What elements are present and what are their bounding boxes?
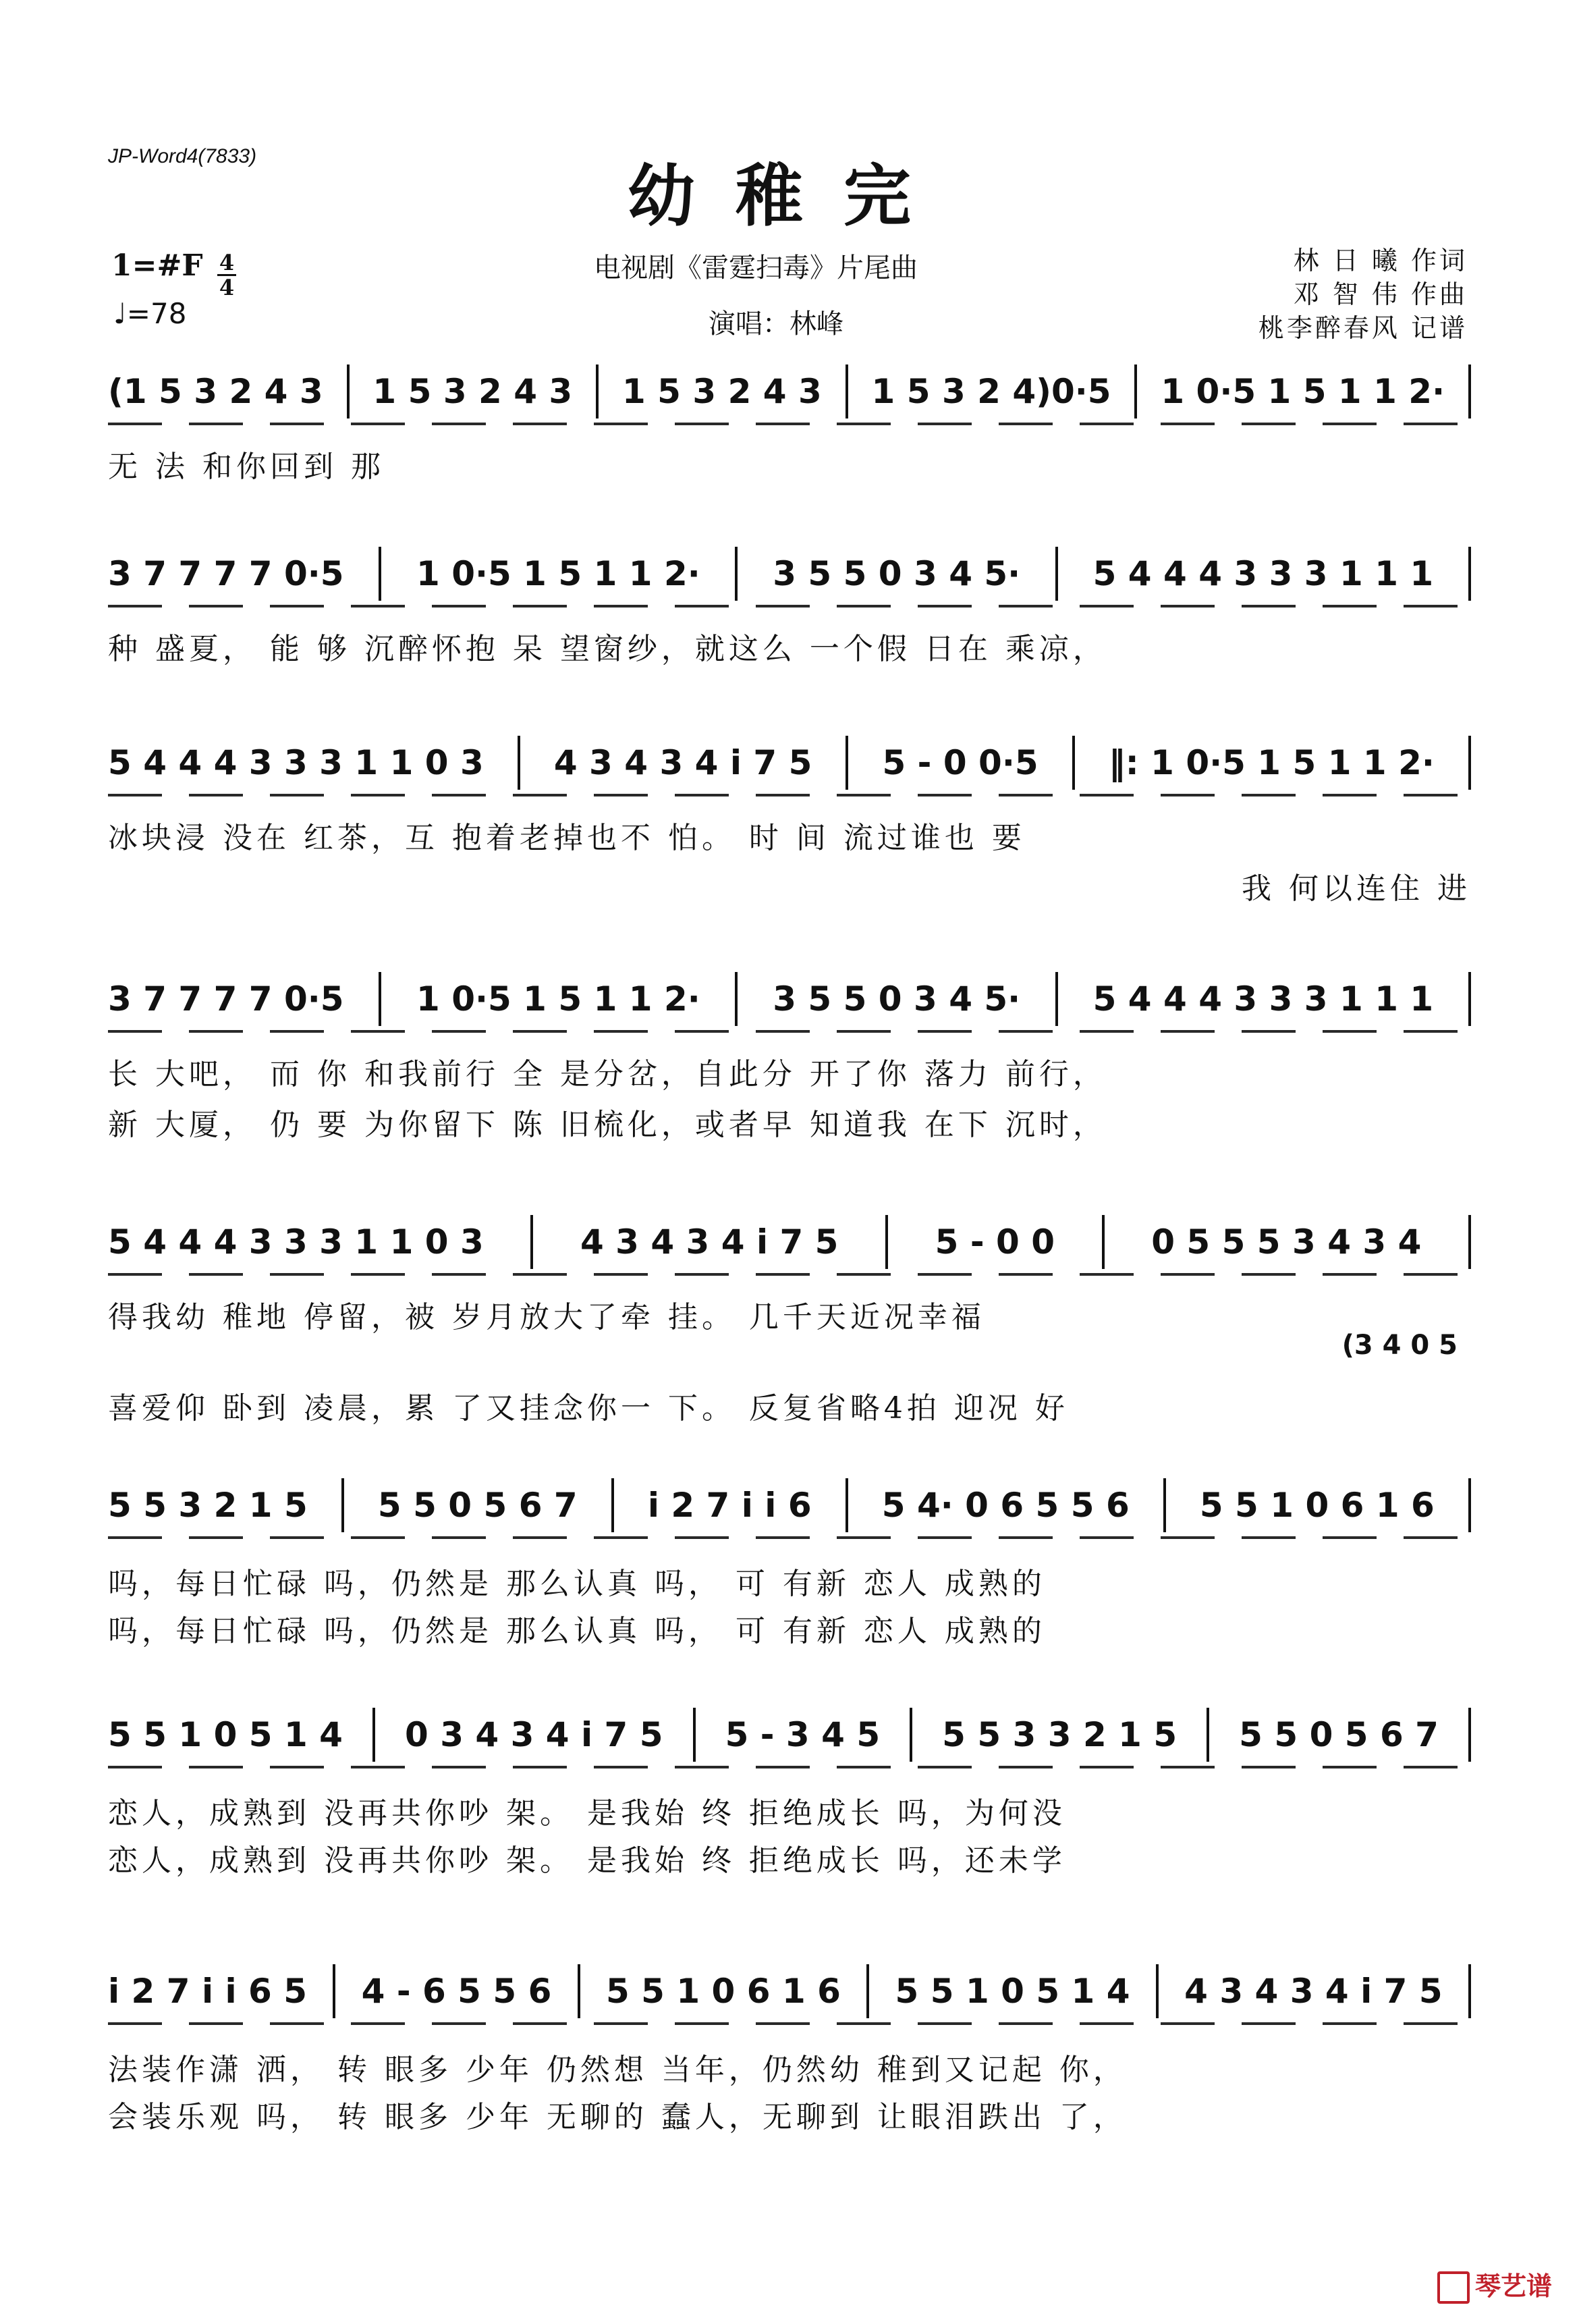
measure: 3 7 7 7 7 0·5 — [108, 554, 344, 593]
watermark-logo-icon — [1437, 2271, 1470, 2304]
lyric-line: 我 何以连住 进 — [1242, 871, 1471, 906]
barline — [1468, 736, 1471, 790]
watermark — [1437, 2265, 1552, 2304]
measure: 0 5 5 5 3 4 3 4 — [1151, 1222, 1422, 1262]
measure: 5 5 3 2 1 5 — [108, 1486, 308, 1525]
barline — [372, 1708, 375, 1762]
note-row — [108, 1964, 1471, 2018]
time-signature — [217, 251, 236, 299]
measure: 5 5 1 0 5 1 4 — [108, 1715, 343, 1754]
measure: 5 - 0 0 — [935, 1222, 1055, 1262]
key-signature: 1=#F — [111, 248, 203, 283]
measure: 1 5 3 2 4 3 — [621, 372, 822, 411]
barline — [846, 364, 848, 418]
lyric-line: 恋人，成熟到 没再共你吵 架。 是我始 终 拒绝成长 吗，还未学 — [108, 1843, 1066, 1878]
note-row — [108, 1215, 1471, 1269]
rhythm-underline — [108, 1766, 1471, 1768]
lyric-line: 吗，每日忙碌 吗，仍然是 那么认真 吗， 可 有新 恋人 成熟的 — [108, 1567, 1046, 1601]
barline — [1163, 1478, 1166, 1532]
software-label: JP-Word4(7833) — [108, 145, 257, 167]
note-row — [108, 547, 1471, 601]
lyric-line: 新 大厦， 仍 要 为你留下 陈 旧梳化，或者早 知道我 在下 沉时， — [108, 1108, 1107, 1142]
barline — [1468, 1708, 1471, 1762]
rhythm-underline — [108, 1273, 1471, 1276]
measure: 4 3 4 3 4 i 7 5 — [1184, 1972, 1443, 2011]
measure: 4 3 4 3 4 i 7 5 — [580, 1222, 839, 1262]
barline — [866, 1964, 869, 2018]
barline — [1055, 547, 1058, 601]
aside-notes: (3 4 0 5 — [1341, 1330, 1458, 1361]
measure: 3 5 5 0 3 4 5· — [773, 979, 1021, 1019]
barline — [379, 972, 381, 1026]
measure: 1 5 3 2 4 3 — [372, 372, 573, 411]
barline — [1468, 547, 1471, 601]
barline — [910, 1708, 912, 1762]
barline — [518, 736, 520, 790]
barline — [1468, 972, 1471, 1026]
measure: 5 4 4 4 3 3 3 1 1 0 3 — [108, 743, 484, 782]
barline — [1468, 1478, 1471, 1532]
lyric-line: 种 盛夏， 能 够 沉醉怀抱 呆 望窗纱，就这么 一个假 日在 乘凉， — [108, 632, 1107, 666]
measure: 5 4 4 4 3 3 3 1 1 1 — [1092, 554, 1434, 593]
barline — [596, 364, 599, 418]
barline — [1072, 736, 1075, 790]
barline — [846, 1478, 848, 1532]
measure: 5 5 0 5 6 7 — [377, 1486, 578, 1525]
barline — [1055, 972, 1058, 1026]
measure: 5 - 0 0·5 — [882, 743, 1038, 782]
measure: 5 5 0 5 6 7 — [1239, 1715, 1439, 1754]
barline — [1156, 1964, 1159, 2018]
measure: i 2 7 i i 6 5 — [108, 1972, 308, 2011]
measure: 5 4 4 4 3 3 3 1 1 0 3 — [108, 1222, 484, 1262]
barline — [341, 1478, 344, 1532]
measure: 3 7 7 7 7 0·5 — [108, 979, 344, 1019]
rhythm-underline — [108, 2022, 1471, 2025]
measure: 0 3 4 3 4 i 7 5 — [405, 1715, 663, 1754]
measure: 4 - 6 5 5 6 — [361, 1972, 552, 2011]
barline — [578, 1964, 580, 2018]
measure: ‖: 1 0·5 1 5 1 1 2· — [1108, 743, 1435, 782]
measure: (1 5 3 2 4 3 — [108, 372, 323, 411]
note-row — [108, 364, 1471, 418]
measure: 1 5 3 2 4)0·5 — [871, 372, 1111, 411]
measure: 5 5 1 0 6 1 6 — [1199, 1486, 1435, 1525]
rhythm-underline — [108, 794, 1471, 796]
rhythm-underline — [108, 1536, 1471, 1539]
barline — [735, 547, 738, 601]
song-title: 幼稚完 — [628, 156, 951, 236]
barline — [1102, 1215, 1105, 1269]
rhythm-underline — [108, 605, 1471, 607]
barline — [379, 547, 381, 601]
note-row — [108, 1478, 1471, 1532]
lyric-line: 冰块浸 没在 红茶，互 抱着老掉也不 怕。 时 间 流过谁也 要 — [108, 821, 1026, 855]
barline — [1468, 1964, 1471, 2018]
barline — [1468, 364, 1471, 418]
measure: 5 5 1 0 5 1 4 — [895, 1972, 1130, 2011]
tempo-mark: ♩=78 — [113, 297, 187, 330]
composer-credit: 邓 智 伟 作曲 — [1293, 279, 1468, 309]
barline — [846, 736, 848, 790]
barline — [530, 1215, 533, 1269]
measure: 5 4· 0 6 5 5 6 — [881, 1486, 1130, 1525]
note-row — [108, 1708, 1471, 1762]
measure: 1 0·5 1 5 1 1 2· — [1161, 372, 1445, 411]
barline — [611, 1478, 614, 1532]
lyricist-credit: 林 日 曦 作词 — [1293, 246, 1468, 275]
lyric-line: 吗，每日忙碌 吗，仍然是 那么认真 吗， 可 有新 恋人 成熟的 — [108, 1614, 1046, 1648]
measure: 4 3 4 3 4 i 7 5 — [553, 743, 812, 782]
time-signature-bottom: 4 — [219, 275, 235, 300]
rhythm-underline — [108, 423, 1471, 425]
barline — [1134, 364, 1137, 418]
rhythm-underline — [108, 1030, 1471, 1033]
song-subtitle: 电视剧《雷霆扫毒》片尾曲 — [594, 252, 918, 283]
barline — [885, 1215, 888, 1269]
lyric-line: 法装作潇 洒， 转 眼多 少年 仍然想 当年，仍然幼 稚到又记起 你， — [108, 2053, 1127, 2087]
barline — [347, 364, 350, 418]
measure: 5 - 3 4 5 — [725, 1715, 881, 1754]
barline — [735, 972, 738, 1026]
barline — [1207, 1708, 1209, 1762]
note-row — [108, 736, 1471, 790]
barline — [1468, 1215, 1471, 1269]
lyric-line: 恋人，成熟到 没再共你吵 架。 是我始 终 拒绝成长 吗，为何没 — [108, 1796, 1066, 1831]
barline — [693, 1708, 696, 1762]
measure: 3 5 5 0 3 4 5· — [773, 554, 1021, 593]
singer-credit: 演唱：林峰 — [709, 308, 843, 340]
lyric-line: 长 大吧， 而 你 和我前行 全 是分岔，自此分 开了你 落力 前行， — [108, 1057, 1107, 1091]
measure: 5 5 1 0 6 1 6 — [605, 1972, 841, 2011]
measure: 5 5 3 3 2 1 5 — [942, 1715, 1178, 1754]
measure: i 2 7 i i 6 — [647, 1486, 812, 1525]
lyric-line: 得我幼 稚地 停留，被 岁月放大了牵 挂。 几千天近况幸福 — [108, 1300, 985, 1334]
note-row — [108, 972, 1471, 1026]
watermark-text: 琴艺谱 — [1474, 2271, 1552, 2301]
time-signature-top: 4 — [219, 250, 235, 275]
measure: 1 0·5 1 5 1 1 2· — [416, 979, 700, 1019]
transcriber-credit: 桃李醉春风 记谱 — [1258, 313, 1468, 343]
lyric-line: 会装乐观 吗， 转 眼多 少年 无聊的 蠢人，无聊到 让眼泪跌出 了， — [108, 2100, 1127, 2134]
lyric-line: 喜爱仰 卧到 凌晨，累 了又挂念你一 下。 反复省略4拍 迎况 好 — [108, 1391, 1069, 1426]
lyric-line: 无 法 和你回到 那 — [108, 450, 385, 484]
measure: 5 4 4 4 3 3 3 1 1 1 — [1092, 979, 1434, 1019]
barline — [333, 1964, 335, 2018]
measure: 1 0·5 1 5 1 1 2· — [416, 554, 700, 593]
